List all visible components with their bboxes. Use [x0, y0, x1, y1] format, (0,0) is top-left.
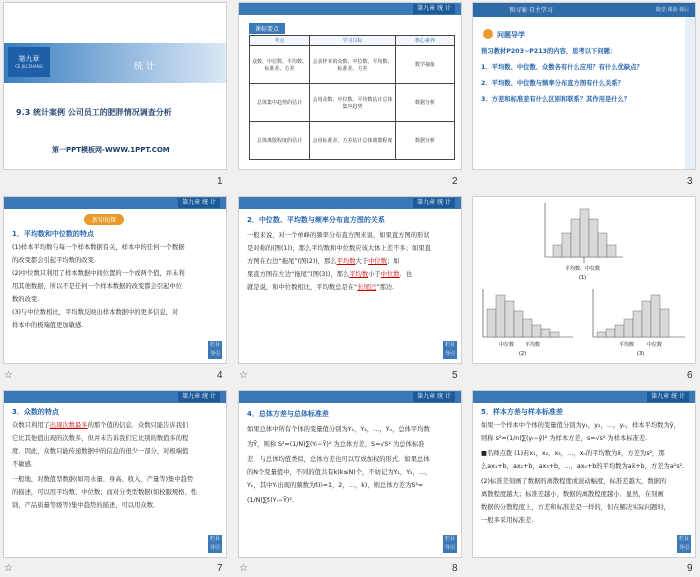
body-line: 的描述，可以用平均数、中位数；而对分类型数据(如校服规格、性 — [12, 489, 198, 496]
chapter-tag: 第九章 统 计 — [647, 392, 689, 402]
answer-blank: 中位数 — [368, 258, 387, 265]
table-cell: 会用众数、中位数、平均数估计总体集中趋势 — [310, 84, 396, 122]
histogram-right-tail — [483, 289, 573, 337]
header-cell: 学习目标 — [310, 36, 396, 46]
chapter-tag: 第九章 统 计 — [178, 198, 220, 208]
slide-number-6: 6 — [687, 370, 693, 381]
slide-thumbnail-1[interactable] — [3, 2, 227, 170]
header-cell: 核心素养 — [396, 36, 455, 46]
slide-thumbnail-9[interactable] — [472, 390, 696, 558]
body-line: 一般来说，对一个单峰的频率分布直方图来说，如果直方图的形状 — [247, 232, 430, 239]
text-run: 果直方图在左边“拖尾”(图(3))，那么 — [247, 271, 350, 278]
star-icon[interactable]: ☆ — [239, 563, 248, 574]
figure-label: 平均数 — [619, 342, 635, 348]
prep-line: 预习教材P203~P213的内容，思考以下问题： — [481, 48, 617, 55]
formula-line: 为Ȳ，则称 S²=(1/N)∑(Yᵢ−Ȳ)² 为总体方差，S=√S² 为总体标准 — [247, 441, 425, 448]
body-line: 它比其他值出现的次数多，但并未告诉我们它比别的数值多的程 — [12, 435, 189, 442]
unit-title: 统 计 — [134, 62, 155, 72]
question-icon — [483, 29, 493, 39]
slide-number-9: 9 — [687, 563, 693, 574]
histogram-symmetric — [545, 203, 623, 263]
body-line — [247, 255, 453, 268]
slide-thumbnail-5[interactable] — [238, 196, 462, 364]
slide-number-2: 2 — [452, 176, 458, 187]
body-line: (3)与中位数相比，平均数反映出样本数据中的更多信息，对 — [12, 309, 179, 316]
nav-tag: 随堂·课前·课后 — [655, 7, 689, 13]
chapter-tag: 第九章 统 计 — [413, 4, 455, 14]
figure-caption: (1) — [579, 275, 587, 281]
text-run: 方图在右边“拖尾”(图(2))，那么 — [247, 258, 337, 265]
tip-line: ■名师点拨 (1)若x₁，x₂，x₃，…，xₙ的平均数为x̄，方差为s²，那 — [481, 450, 665, 457]
body-line: (1)样本平均数与每一个样本数据有关，样本中的任何一个数据 — [12, 244, 185, 251]
figure-label: 中位数 — [647, 342, 663, 348]
section-tag: 预习案·自主学习 — [509, 7, 553, 14]
star-icon[interactable]: ☆ — [239, 370, 248, 381]
question-line: 1．平均数、中位数、众数各有什么应用？有什么优缺点？ — [481, 64, 643, 71]
answer-blank: 平均数 — [349, 271, 369, 278]
body-line: 的改变都会引起平均数的改变. — [12, 257, 96, 264]
body-line: (2)中位数只利用了样本数据中间位置的一个或两个值，并未利 — [12, 270, 185, 277]
figure-label: 平均数、中位数 — [565, 266, 601, 272]
slide-thumbnail-8[interactable] — [238, 390, 462, 558]
formula-line: (1/N)∑fᵢ(Yᵢ−Ȳ)². — [247, 497, 294, 504]
objectives-table — [249, 35, 455, 160]
figure-caption: (2) — [519, 351, 527, 357]
body-line: 如果总体中所有个体的变量值分别为Y₁，Y₂，…，Yₙ，总体平均数 — [247, 426, 430, 433]
table-cell: 会求样本的众数、中位数、平均数、标准差、方差 — [310, 46, 396, 84]
body-line: 差．与总体均值类似，总体方差也可以写成加权的形式．如果总体 — [247, 456, 430, 463]
body-line: 用其他数据，所以不是任何一个样本数据的改变都会引起中位 — [12, 283, 183, 290]
side-rail — [685, 17, 695, 170]
body-line: Yₖ，其中Yᵢ出现的频数为fᵢ(i=1，2，…，k)，则总体方差为S²= — [247, 482, 424, 489]
figure-caption: (3) — [637, 351, 645, 357]
body-line — [247, 268, 453, 281]
table-cell: 数据分析 — [396, 84, 455, 122]
question-line: 3．方差和标准差有什么区别和联系？其作用是什么？ — [481, 96, 631, 103]
chapter-tag: 第九章 统 计 — [413, 198, 455, 208]
answer-blank: 平均数 — [336, 258, 356, 265]
footer-text: 第一PPT模板网-WWW.1PPT.COM — [52, 146, 170, 154]
body-line: 一般多采用标准差. — [481, 517, 534, 524]
chapter-en-label: CE JIU ZHANG — [15, 64, 43, 69]
body-line: 么ax₁+b，ax₂+b，ax₃+b，…，axₙ+b的平均数为ax̄+b，方差为a²s². — [481, 463, 685, 470]
slide-number-8: 8 — [452, 563, 458, 574]
chapter-badge — [8, 47, 50, 77]
body-line — [12, 419, 218, 432]
slide-number-4: 4 — [217, 370, 223, 381]
text-run: ”那边. — [376, 284, 395, 291]
text-run: ；如 — [387, 258, 400, 265]
section-heading: 5．样本方差与样本标准差 — [481, 408, 563, 416]
body-line: 是对称的(图(1))，那么平均数和中位数应该大体上差不多；如果直 — [247, 245, 431, 252]
slide-number-3: 3 — [687, 176, 693, 187]
slide-thumbnail-7[interactable] — [3, 390, 227, 558]
chapter-label: 第九章 — [18, 55, 40, 63]
section-heading: 1．平均数和中位数的特点 — [12, 230, 94, 238]
body-line: 一般地，对数值型数据(如用水量、身高、收入、产量等)集中趋势 — [12, 476, 194, 483]
slide-thumbnail-2[interactable] — [238, 2, 462, 170]
body-line: (2)标准差刻画了数据的离散程度或波动幅度，标准差越大，数据的 — [481, 478, 667, 485]
table-cell: 数据分析 — [396, 122, 455, 160]
body-line: 样本中的极端值更加敏感. — [12, 322, 84, 329]
text-run: 就是说，和中位数相比，平均数总是在“ — [247, 284, 358, 291]
histogram-left-tail — [593, 289, 685, 337]
answer-blank: 中位数 — [380, 271, 400, 278]
body-line: 不敏感. — [12, 461, 33, 468]
text-run: 的那个值的信息．众数只能告诉我们 — [87, 422, 189, 429]
body-line: 别、产品质量等级等)集中趋势的描述，可以用众数. — [12, 502, 155, 509]
text-run: 大于 — [355, 258, 369, 265]
slide-thumbnail-3[interactable] — [472, 2, 696, 170]
body-line: 数的改变. — [12, 296, 40, 303]
body-line: 离散程度越大；标准差越小，数据的离散程度越小．显然，在刻画 — [481, 491, 664, 498]
slide-thumbnail-4[interactable] — [3, 196, 227, 364]
nav-back-button[interactable]: 栏目导引 — [209, 342, 220, 357]
section-heading: 问题导学 — [497, 31, 525, 39]
star-icon[interactable]: ☆ — [4, 370, 13, 381]
text-run: 众数只利用了 — [12, 422, 50, 429]
table-cell: 会用标准差、方差估计总体离散程度 — [310, 122, 396, 160]
star-icon[interactable]: ☆ — [4, 563, 13, 574]
answer-blank: 出现次数最多 — [49, 422, 88, 429]
chapter-tag: 第九章 统 计 — [178, 392, 220, 402]
nav-back-button[interactable]: 栏目导引 — [678, 536, 689, 551]
table-cell: 数学抽象 — [396, 46, 455, 84]
table-cell: 总体离散程度的估计 — [250, 122, 310, 160]
figure-label: 中位数 — [499, 342, 515, 348]
section-heading: 2．中位数、平均数与频率分布直方图的关系 — [247, 216, 385, 224]
slide-thumbnail-6[interactable] — [472, 196, 696, 364]
chapter-tag: 第九章 统 计 — [413, 392, 455, 402]
text-run: ．也 — [399, 271, 413, 278]
table-cell: 众数、中位数、平均数、标准差、方差 — [250, 46, 310, 84]
body-line: 度．因此，众数只能传递数据中的信息的很少一部分，对极端值 — [12, 448, 189, 455]
table-title-badge: 课标要点 — [249, 23, 285, 34]
new-knowledge-pill: 新知初探 — [84, 214, 124, 225]
answer-blank: 长尾巴 — [357, 284, 377, 291]
nav-back-button[interactable]: 栏目导引 — [444, 536, 455, 551]
body-line: 的N个变量值中，不同的值共有k(k≤N)个，不妨记为Y₁，Y₂，…， — [247, 469, 432, 476]
body-line: 如果一个样本中个体的变量值分别为y₁，y₂，…，yₙ，样本平均数为ȳ， — [481, 422, 680, 429]
slide-number-7: 7 — [217, 563, 223, 574]
formula-line: 则称 s²=(1/n)∑(yᵢ−ȳ)² 为样本方差，s=√s² 为样本标准差. — [481, 435, 648, 442]
figure-label: 平均数 — [525, 342, 541, 348]
body-line — [247, 281, 453, 294]
nav-back-button[interactable]: 栏目导引 — [209, 536, 220, 551]
text-run: 小于 — [368, 271, 381, 278]
lesson-title: 9.3 统计案例 公司员工的肥胖情况调查分析 — [16, 108, 172, 117]
slide-number-1: 1 — [217, 176, 223, 187]
question-line: 2．平均数、中位数与频率分布直方图有什么关系？ — [481, 80, 624, 87]
table-cell: 总体集中趋势的估计 — [250, 84, 310, 122]
nav-back-button[interactable]: 栏目导引 — [444, 342, 455, 357]
body-line: 数据的分散程度上，方差和标准差是一样的，但在解决实际问题时， — [481, 504, 670, 511]
header-cell: 考点 — [250, 36, 310, 46]
section-heading: 4．总体方差与总体标准差 — [247, 410, 329, 418]
slide-number-5: 5 — [452, 370, 458, 381]
section-heading: 3．众数的特点 — [12, 408, 59, 416]
